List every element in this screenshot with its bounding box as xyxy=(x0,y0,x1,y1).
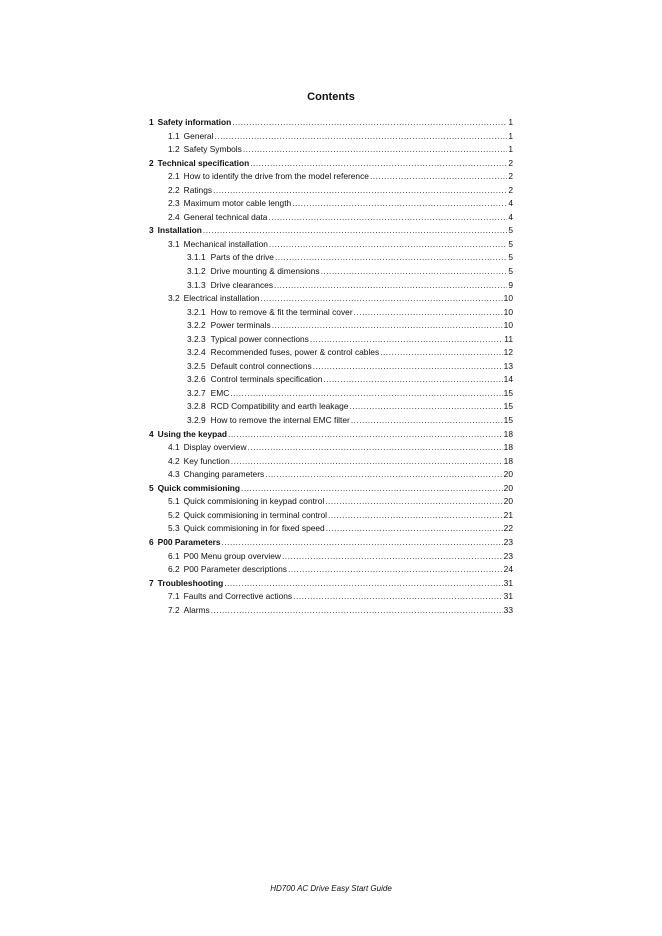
toc-entry-page: 1 xyxy=(508,117,513,127)
toc-entry-label: Ratings xyxy=(183,184,213,195)
toc-entry-page: 12 xyxy=(503,347,513,358)
toc-entry-page: 9 xyxy=(508,279,513,290)
toc-entry[interactable] xyxy=(149,116,513,130)
toc-entry[interactable] xyxy=(149,279,513,293)
toc-entry-page: 20 xyxy=(503,482,513,493)
toc-entry-page: 33 xyxy=(503,604,513,615)
toc-entry-page: 5 xyxy=(508,238,513,249)
toc-entry-page: 5 xyxy=(508,225,513,236)
toc-entry-number: 7 xyxy=(149,577,154,588)
toc-entry[interactable] xyxy=(149,143,513,157)
toc-entry-number: 7.2 xyxy=(168,604,180,615)
toc-entry-page: 15 xyxy=(503,415,513,426)
toc-entry-number: 3.2.7 xyxy=(187,387,206,398)
toc-entry[interactable] xyxy=(149,306,513,320)
toc-dot-leader xyxy=(328,509,503,523)
toc-entry-number: 4.1 xyxy=(168,442,180,453)
toc-entry-label: Typical power connections xyxy=(210,333,309,344)
toc-dot-leader xyxy=(268,211,507,225)
toc-entry-number: 3.2.2 xyxy=(187,320,206,331)
toc-entry-number: 3.2.3 xyxy=(187,333,206,344)
toc-dot-leader xyxy=(288,563,503,577)
toc-entry-label: P00 Parameters xyxy=(157,536,221,547)
toc-entry-number: 4 xyxy=(149,428,154,439)
toc-entry-label: Drive mounting & dimensions xyxy=(210,266,320,277)
toc-entry[interactable] xyxy=(149,522,513,536)
toc-entry[interactable] xyxy=(149,333,513,347)
page-footer: HD700 AC Drive Easy Start Guide xyxy=(270,884,392,893)
toc-entry-number: 3.2.1 xyxy=(187,306,206,317)
toc-dot-leader xyxy=(248,441,503,455)
toc-entry[interactable] xyxy=(149,373,513,387)
toc-dot-leader xyxy=(351,414,503,428)
toc-entry-page: 10 xyxy=(503,293,513,304)
toc-entry-label: Using the keypad xyxy=(157,428,228,439)
toc-dot-leader xyxy=(293,590,503,604)
toc-entry-number: 7.1 xyxy=(168,591,180,602)
toc-entry-label: Control terminals specification xyxy=(210,374,323,385)
toc-entry-label: P00 Menu group overview xyxy=(183,550,281,561)
toc-entry-label: General xyxy=(183,130,214,141)
toc-entry[interactable] xyxy=(149,130,513,144)
toc-entry-page: 15 xyxy=(503,401,513,412)
toc-entry-number: 3.1.3 xyxy=(187,279,206,290)
toc-entry[interactable] xyxy=(149,495,513,509)
toc-dot-leader xyxy=(214,130,507,144)
toc-entry[interactable] xyxy=(149,536,513,550)
toc-entry[interactable] xyxy=(149,170,513,184)
toc-entry[interactable] xyxy=(149,224,513,238)
toc-dot-leader xyxy=(274,279,507,293)
toc-entry-label: General technical data xyxy=(183,211,268,222)
toc-dot-leader xyxy=(275,251,507,265)
toc-entry[interactable] xyxy=(149,468,513,482)
toc-entry-label: Changing parameters xyxy=(183,469,265,480)
toc-entry-page: 20 xyxy=(503,469,513,480)
toc-entry-label: P00 Parameter descriptions xyxy=(183,564,287,575)
toc-dot-leader xyxy=(230,387,502,401)
toc-entry-number: 6 xyxy=(149,536,154,547)
toc-dot-leader xyxy=(250,157,507,171)
toc-entry-page: 23 xyxy=(503,536,513,547)
toc-entry-number: 5.3 xyxy=(168,523,180,534)
toc-entry-number: 4.2 xyxy=(168,455,180,466)
toc-entry-page: 14 xyxy=(503,374,513,385)
toc-dot-leader xyxy=(269,238,507,252)
toc-dot-leader xyxy=(354,306,503,320)
toc-entry-label: Electrical installation xyxy=(183,293,260,304)
toc-dot-leader xyxy=(203,224,507,238)
toc-entry-page: 22 xyxy=(503,523,513,534)
toc-entry[interactable] xyxy=(149,577,513,591)
toc-entry[interactable] xyxy=(149,400,513,414)
toc-dot-leader xyxy=(310,333,503,347)
toc-dot-leader xyxy=(313,360,503,374)
toc-entry-number: 5.1 xyxy=(168,496,180,507)
toc-entry[interactable] xyxy=(149,590,513,604)
toc-entry-page: 5 xyxy=(508,266,513,277)
toc-entry-label: Mechanical installation xyxy=(183,238,268,249)
toc-dot-leader xyxy=(243,143,507,157)
toc-entry[interactable] xyxy=(149,292,513,306)
toc-entry-number: 2.1 xyxy=(168,171,180,182)
toc-entry-page: 1 xyxy=(508,130,513,141)
toc-entry-number: 3.1 xyxy=(168,238,180,249)
toc-dot-leader xyxy=(272,319,503,333)
toc-entry-number: 3.2.6 xyxy=(187,374,206,385)
toc-entry-page: 4 xyxy=(508,198,513,209)
toc-entry-page: 4 xyxy=(508,211,513,222)
toc-entry[interactable] xyxy=(149,319,513,333)
toc-entry-label: Troubleshooting xyxy=(157,577,224,588)
toc-dot-leader xyxy=(349,400,502,414)
toc-entry-number: 1 xyxy=(149,117,154,127)
table-of-contents xyxy=(149,116,513,617)
toc-dot-leader xyxy=(232,116,507,130)
toc-entry-label: How to identify the drive from the model reference xyxy=(183,171,369,182)
toc-entry-number: 3.2.4 xyxy=(187,347,206,358)
toc-entry-label: Faults and Corrective actions xyxy=(183,591,293,602)
toc-entry-page: 21 xyxy=(503,509,513,520)
toc-entry-label: Quick commisioning xyxy=(157,482,241,493)
toc-entry-number: 3.2.5 xyxy=(187,360,206,371)
toc-entry[interactable] xyxy=(149,387,513,401)
toc-entry-number: 2.2 xyxy=(168,184,180,195)
toc-entry-label: How to remove the internal EMC filter xyxy=(210,415,350,426)
toc-entry-number: 2.3 xyxy=(168,198,180,209)
toc-entry[interactable] xyxy=(149,184,513,198)
toc-dot-leader xyxy=(222,536,503,550)
toc-entry-label: Display overview xyxy=(183,442,247,453)
toc-dot-leader xyxy=(325,495,502,509)
toc-entry-number: 3.2.8 xyxy=(187,401,206,412)
toc-entry[interactable] xyxy=(149,509,513,523)
toc-entry-number: 3.1.1 xyxy=(187,252,206,263)
toc-entry-page: 23 xyxy=(503,550,513,561)
toc-entry[interactable] xyxy=(149,482,513,496)
toc-entry-label: Maximum motor cable length xyxy=(183,198,292,209)
toc-dot-leader xyxy=(228,428,503,442)
toc-entry-label: Drive clearances xyxy=(210,279,274,290)
page-title: Contents xyxy=(307,91,355,103)
toc-entry[interactable] xyxy=(149,238,513,252)
toc-entry-number: 5.2 xyxy=(168,509,180,520)
toc-entry-page: 18 xyxy=(503,428,513,439)
toc-entry-page: 18 xyxy=(503,455,513,466)
toc-dot-leader xyxy=(224,577,502,591)
toc-entry-label: Technical specification xyxy=(157,157,250,168)
toc-entry-page: 24 xyxy=(503,564,513,575)
toc-entry-page: 13 xyxy=(503,360,513,371)
toc-entry-number: 3.2 xyxy=(168,293,180,304)
toc-entry[interactable] xyxy=(149,550,513,564)
toc-entry[interactable] xyxy=(149,604,513,618)
toc-entry-number: 1.1 xyxy=(168,130,180,141)
toc-entry-number: 6.2 xyxy=(168,564,180,575)
toc-entry-page: 10 xyxy=(503,320,513,331)
toc-entry-number: 5 xyxy=(149,482,154,493)
toc-entry-number: 3 xyxy=(149,225,154,236)
toc-entry-page: 20 xyxy=(503,496,513,507)
toc-entry-page: 2 xyxy=(508,157,513,168)
toc-dot-leader xyxy=(213,184,507,198)
toc-entry-label: Quick commisioning in keypad control xyxy=(183,496,325,507)
toc-entry-number: 3.1.2 xyxy=(187,266,206,277)
toc-entry-page: 1 xyxy=(508,144,513,155)
toc-dot-leader xyxy=(380,346,503,360)
toc-entry[interactable] xyxy=(149,157,513,171)
toc-entry-page: 10 xyxy=(503,306,513,317)
toc-entry-label: How to remove & fit the terminal cover xyxy=(210,306,353,317)
toc-entry-label: Recommended fuses, power & control cables xyxy=(210,347,380,358)
toc-entry-label: Default control connections xyxy=(210,360,312,371)
toc-dot-leader xyxy=(323,373,502,387)
toc-entry[interactable] xyxy=(149,441,513,455)
toc-entry[interactable] xyxy=(149,360,513,374)
toc-entry[interactable] xyxy=(149,346,513,360)
toc-dot-leader xyxy=(321,265,508,279)
toc-entry-label: Safety Symbols xyxy=(183,144,242,155)
toc-entry[interactable] xyxy=(149,428,513,442)
toc-dot-leader xyxy=(241,482,503,496)
toc-dot-leader xyxy=(370,170,507,184)
toc-dot-leader xyxy=(282,550,503,564)
toc-entry-page: 18 xyxy=(503,442,513,453)
toc-entry[interactable] xyxy=(149,251,513,265)
toc-entry-label: Safety information xyxy=(157,117,232,127)
toc-dot-leader xyxy=(261,292,503,306)
toc-entry-number: 4.3 xyxy=(168,469,180,480)
toc-entry-label: Key function xyxy=(183,455,230,466)
toc-entry-page: 15 xyxy=(503,387,513,398)
toc-entry-label: Power terminals xyxy=(210,320,271,331)
toc-entry-page: 31 xyxy=(503,577,513,588)
toc-entry-page: 2 xyxy=(508,184,513,195)
toc-entry[interactable] xyxy=(149,211,513,225)
toc-entry-number: 3.2.9 xyxy=(187,415,206,426)
toc-entry-number: 1.2 xyxy=(168,144,180,155)
toc-dot-leader xyxy=(231,455,503,469)
toc-entry-page: 31 xyxy=(503,591,513,602)
toc-entry-label: EMC xyxy=(210,387,230,398)
toc-entry-label: Parts of the drive xyxy=(210,252,274,263)
toc-dot-leader xyxy=(292,197,507,211)
toc-entry-label: Alarms xyxy=(183,604,210,615)
toc-dot-leader xyxy=(211,604,503,618)
toc-dot-leader xyxy=(265,468,502,482)
toc-entry-label: Quick commisioning in for fixed speed xyxy=(183,523,325,534)
toc-entry[interactable] xyxy=(149,265,513,279)
toc-entry[interactable] xyxy=(149,414,513,428)
toc-entry-label: Quick commisioning in terminal control xyxy=(183,509,328,520)
toc-entry-page: 5 xyxy=(508,252,513,263)
toc-entry[interactable] xyxy=(149,563,513,577)
toc-entry-number: 6.1 xyxy=(168,550,180,561)
toc-entry-page: 2 xyxy=(508,171,513,182)
toc-entry[interactable] xyxy=(149,455,513,469)
toc-dot-leader xyxy=(326,522,503,536)
toc-entry-label: Installation xyxy=(157,225,202,236)
toc-entry[interactable] xyxy=(149,197,513,211)
toc-entry-page: 11 xyxy=(504,333,513,344)
toc-entry-number: 2.4 xyxy=(168,211,180,222)
toc-entry-number: 2 xyxy=(149,157,154,168)
toc-entry-label: RCD Compatibility and earth leakage xyxy=(210,401,349,412)
